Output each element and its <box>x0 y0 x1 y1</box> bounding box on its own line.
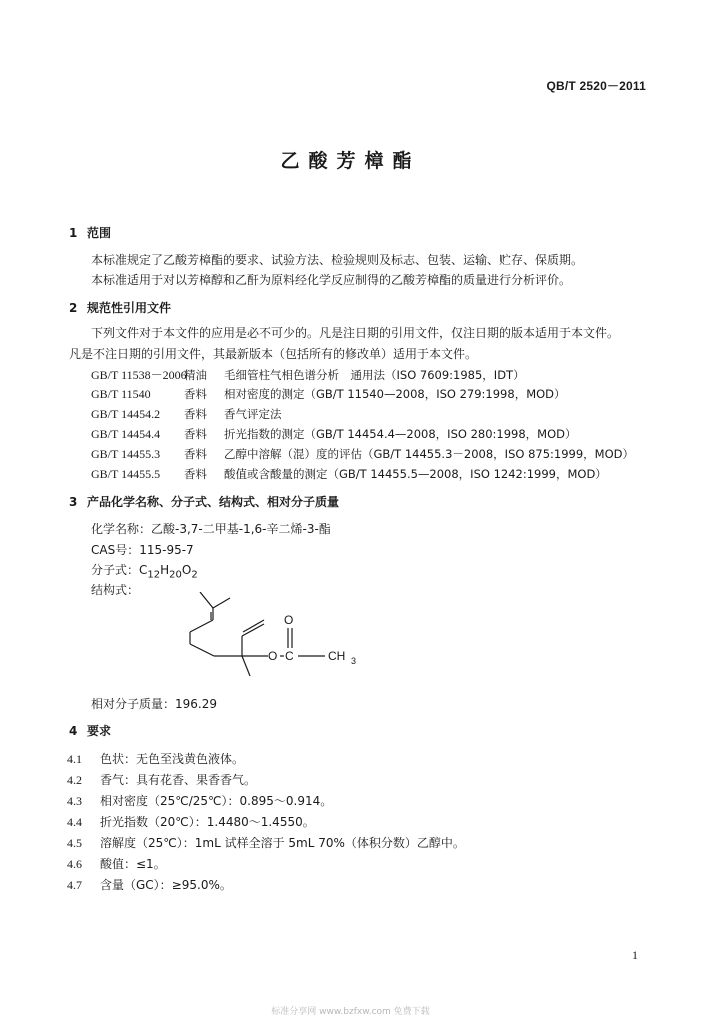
reference-code: GB/T 14454.4 <box>91 427 161 441</box>
reference-category: 香料 <box>184 447 207 461</box>
references-intro-2: 凡是不注日期的引用文件，其最新版本（包括所有的修改单）适用于本文件。 <box>69 347 478 361</box>
reference-row <box>91 366 525 383</box>
formula-hydrogen: H <box>160 563 170 577</box>
structure-bonds <box>190 592 325 676</box>
reference-title: 毛细管柱气相色谱分析 通用法（ISO 7609:1985，IDT） <box>224 368 525 382</box>
formula-oxygen: O <box>181 563 192 577</box>
reference-title: 相对密度的测定（GB/T 11540—2008，ISO 279:1998，MOD） <box>224 387 566 401</box>
section-number: 1 <box>69 226 78 240</box>
formula-carbon: C <box>139 563 148 577</box>
reference-category: 香料 <box>184 467 207 481</box>
reference-row <box>91 426 577 442</box>
requirement-item <box>67 771 256 788</box>
requirement-number: 4.7 <box>67 878 82 892</box>
reference-code: GB/T 14454.2 <box>91 407 161 421</box>
requirement-text: 香气：具有花香、果香香气。 <box>100 773 257 787</box>
section-title: 范围 <box>87 226 112 240</box>
requirement-text: 含量（GC）：≥95.0%。 <box>100 878 232 892</box>
reference-row <box>91 446 634 462</box>
reference-title: 香气评定法 <box>224 407 282 421</box>
reference-category: 香料 <box>184 407 207 421</box>
references-intro-1: 下列文件对于本文件的应用是必不可少的。凡是注日期的引用文件，仅注日期的版本适用于本文件。 <box>91 326 620 340</box>
chemical-name: 化学名称：乙酸-3,7-二甲基-1,6-辛二烯-3-酯 <box>91 522 331 536</box>
reference-code: GB/T 11540 <box>91 387 151 401</box>
reference-code: GB/T 11538－2006 <box>91 368 187 382</box>
reference-row <box>91 406 282 422</box>
reference-title: 酸值或含酸量的测定（GB/T 14455.5—2008，ISO 1242:1999，MOD） <box>224 467 607 481</box>
formula-label: 分子式： <box>91 563 140 577</box>
requirement-text: 酸值：≤1。 <box>100 857 166 871</box>
scope-paragraph-2: 本标准适用于对以芳樟醇和乙酐为原料经化学反应制得的乙酸芳樟酯的质量进行分析评价。 <box>91 273 572 287</box>
requirement-item <box>67 813 315 830</box>
requirement-item <box>67 792 332 809</box>
requirement-number: 4.1 <box>67 752 82 766</box>
carbonyl-oxygen-label: O <box>284 613 294 627</box>
section-title: 规范性引用文件 <box>87 301 172 315</box>
carbonyl-carbon-label: C <box>285 649 294 663</box>
reference-category: 香料 <box>184 387 207 401</box>
reference-code: GB/T 14455.5 <box>91 467 161 481</box>
document-title: 乙酸芳樟酯 <box>280 150 421 172</box>
requirement-item <box>67 876 232 893</box>
requirement-number: 4.3 <box>67 794 82 808</box>
section-number: 2 <box>69 301 78 315</box>
requirement-number: 4.4 <box>67 815 82 829</box>
formula-oxygen-count: 2 <box>191 569 198 581</box>
molar-mass: 相对分子质量：196.29 <box>91 697 217 711</box>
page-number: 1 <box>632 948 638 962</box>
reference-category: 香料 <box>184 427 207 441</box>
requirement-text: 色状：无色至浅黄色液体。 <box>100 752 245 766</box>
section-title: 要求 <box>87 724 112 738</box>
methyl-subscript: 3 <box>351 656 357 666</box>
methyl-label: CH <box>328 649 346 663</box>
reference-code: GB/T 14455.3 <box>91 447 161 461</box>
reference-title: 折光指数的测定（GB/T 14454.4—2008，ISO 280:1998，MOD） <box>224 427 577 441</box>
section-1-heading <box>69 224 111 241</box>
molecular-formula <box>91 561 198 580</box>
formula-carbon-count: 12 <box>147 569 161 581</box>
structure-label: 结构式： <box>91 583 140 597</box>
requirement-text: 溶解度（25℃）：1mL 试样全溶于 5mL 70%（体积分数）乙醇中。 <box>100 836 465 850</box>
structural-formula <box>180 592 390 688</box>
reference-row <box>91 466 607 482</box>
requirement-text: 相对密度（25℃/25℃）：0.895～0.914。 <box>100 794 333 808</box>
requirement-number: 4.2 <box>67 773 82 787</box>
requirement-number: 4.6 <box>67 857 82 871</box>
requirement-number: 4.5 <box>67 836 82 850</box>
section-number: 4 <box>69 724 78 738</box>
requirement-text: 折光指数（20℃）：1.4480～1.4550。 <box>100 815 315 829</box>
scope-paragraph-1: 本标准规定了乙酸芳樟酯的要求、试验方法、检验规则及标志、包装、运输、贮存、保质期。 <box>91 253 584 267</box>
section-title: 产品化学名称、分子式、结构式、相对分子质量 <box>87 495 340 509</box>
section-4-heading <box>69 722 111 739</box>
requirement-item <box>67 834 465 851</box>
section-number: 3 <box>69 495 78 509</box>
watermark-footer: 标准分享网 www.bzfxw.com 免费下载 <box>271 1007 430 1017</box>
requirement-item <box>67 750 244 767</box>
ester-oxygen-label: O <box>268 649 278 663</box>
cas-number: CAS号：115-95-7 <box>91 543 194 557</box>
section-3-heading <box>69 493 339 510</box>
requirement-item <box>67 855 166 872</box>
section-2-heading <box>69 299 171 316</box>
reference-category: 精油 <box>184 368 207 382</box>
standard-code: QB/T 2520－2011 <box>546 79 646 93</box>
formula-hydrogen-count: 20 <box>169 569 182 581</box>
reference-row <box>91 386 566 402</box>
reference-title: 乙醇中溶解（混）度的评估（GB/T 14455.3－2008，ISO 875:1999，MOD） <box>224 447 634 461</box>
